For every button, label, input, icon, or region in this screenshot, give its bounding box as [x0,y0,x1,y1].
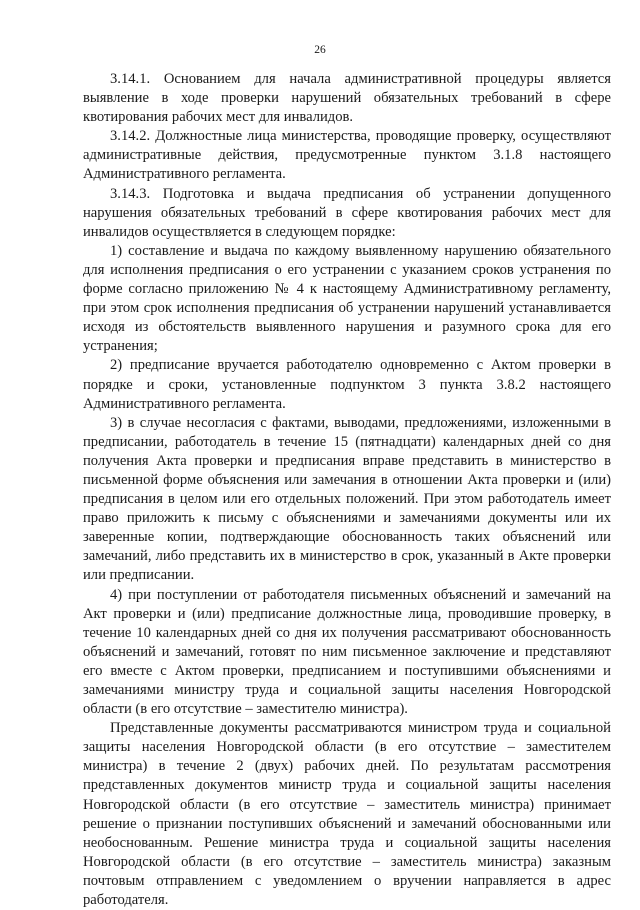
list-item-1: 1) составление и выдача по каждому выявленному нарушению обязательного для исполнения предписания о его устранении с указанием сроков устранения по форме согласно приложению № 4 к настоящему Административному регламенту, при этом срок исполнения предписания об устранении нарушений устанавливается исходя из обстоятельств выявленного нарушения и разумного срока для его устранения; [83,242,611,355]
paragraph-review: Представленные документы рассматриваются министром труда и социальной защиты населения Новгородской области (в его отсутствие – заместителем министра) в течение 2 (двух) рабочих дней. По результатам рассмотрения представленных документов министр труда и социальной защиты населения Новгородской области (в его отсутствие – заместитель министра) принимает решение о признании поступивших объяснений и замечаний обоснованными или необоснованным. Решение министра труда и социальной защиты населения Новгородской области (в его отсутствие – заместитель министра) заказным почтовым отправлением с уведомлением о вручении направляется в адрес работодателя. [83,720,611,909]
document-body [83,70,611,910]
page-number: 26 [314,44,326,56]
list-item-3: 3) в случае несогласия с фактами, выводами, предложениями, изложенными в предписании, работодатель в течение 15 (пятнадцати) календарных дней со дня получения Акта проверки и предписания вправе представить в министерство в письменной форме объяснения или замечания в отношении Акта проверки и (или) предписания в целом или его отдельных положений. При этом работодатель имеет право приложить к письму с объяснениями и замечаниями документы или их заверенные копии, подтверждающие обоснованность таких объяснений или замечаний, либо представить их в министерство в срок, указанный в Акте проверки или предписании. [83,414,611,584]
paragraph-3-14-2: 3.14.2. Должностные лица министерства, проводящие проверку, осуществляют административные действия, предусмотренные пунктом 3.1.8 настоящего Административного регламента. [83,128,611,183]
list-item-4: 4) при поступлении от работодателя письменных объяснений и замечаний на Акт проверки и (или) предписание должностные лица, проводившие проверку, в течение 10 календарных дней со дня их получения рассматривают обоснованность объяснений и замечаний, готовят по ним письменное заключение и представляют его вместе с Актом проверки, предписанием и поступившими объяснениями и замечаниями министру труда и социальной защиты населения Новгородской области (в его отсутствие – заместителю министра). [83,586,611,718]
paragraph-3-14-3: 3.14.3. Подготовка и выдача предписания об устранении допущенного нарушения обязательных требований в сфере квотирования рабочих мест для инвалидов осуществляется в следующем порядке: [83,185,611,240]
paragraph-3-14-1: 3.14.1. Основанием для начала административной процедуры является выявление в ходе проверки нарушений обязательных требований в сфере квотирования рабочих мест для инвалидов. [83,71,611,126]
list-item-2: 2) предписание вручается работодателю одновременно с Актом проверки в порядке и сроки, установленные подпунктом 3 пункта 3.8.2 настоящего Административного регламента. [83,357,611,412]
